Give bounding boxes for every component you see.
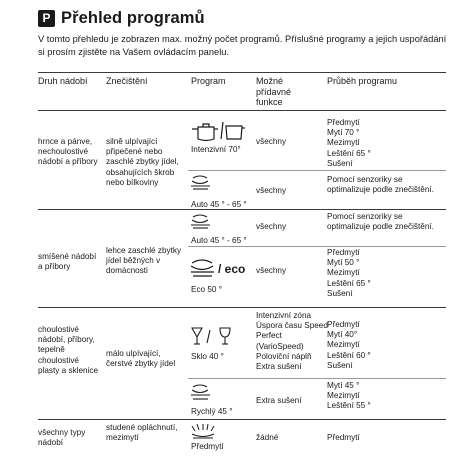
prubeh-rychly: Mytí 45 ° Mezimytí Leštění 55 ° bbox=[327, 381, 371, 411]
pot-pan-icon bbox=[190, 119, 246, 148]
col-header-program: Program bbox=[191, 76, 226, 86]
mozne-predmyti: žádné bbox=[256, 433, 279, 442]
mozne-auto-1: všechny bbox=[256, 186, 287, 195]
group-line-2 bbox=[38, 307, 446, 308]
mozne-intenzivni: všechny bbox=[256, 137, 287, 146]
col-header-znecisteni: Znečištění bbox=[106, 76, 148, 86]
prubeh-predmyti: Předmytí bbox=[327, 433, 360, 442]
prubeh-intenzivni: Předmytí Mytí 70 ° Mezimytí Leštění 65 ° Sušení bbox=[327, 118, 371, 168]
program-name-auto-1: Auto 45 ° - 65 ° bbox=[191, 200, 247, 209]
page-title: Přehled programů bbox=[61, 8, 205, 27]
col-header-druh: Druh nádobí bbox=[38, 76, 88, 86]
row-line bbox=[188, 246, 446, 247]
prubeh-auto-2: Pomocí senzoriky se optimalizuje podle znečištění. bbox=[327, 212, 434, 232]
intro-text: V tomto přehledu je zobrazen max. možný počet programů. Příslušné programy a jejich uspořádání si prosím zjistěte na Vašem ovládacím panelu. bbox=[38, 34, 447, 57]
eco-label: / eco bbox=[218, 262, 246, 276]
program-name-auto-2: Auto 45 ° - 65 ° bbox=[191, 236, 247, 245]
group-znec-1: silně ulpívající připečené nebo zaschlé zbytky jídel, obsahujících škrob nebo bílkoviny bbox=[106, 137, 179, 187]
page-header bbox=[38, 7, 205, 29]
row-line bbox=[188, 170, 446, 171]
group-znec-4: studené opláchnutí, mezimytí bbox=[106, 423, 178, 443]
group-druh-4: všechny typy nádobí bbox=[38, 428, 86, 448]
p-icon: P bbox=[38, 10, 55, 27]
prubeh-sklo: Předmytí Mytí 40° Mezimytí Leštění 60 ° Sušení bbox=[327, 320, 371, 370]
program-name-rychly: Rychlý 45 ° bbox=[191, 407, 233, 416]
col-header-prubeh: Průběh programu bbox=[327, 76, 398, 86]
group-druh-3: choulostivé nádobí, příbory, tepelně choulostivé plasty a sklenice bbox=[38, 325, 99, 375]
group-druh-1: hrnce a pánve, nechoulostivé nádobí a příbory bbox=[38, 137, 98, 167]
table-top-line bbox=[38, 72, 446, 73]
program-name-eco: Eco 50 ° bbox=[191, 285, 223, 294]
auto-dishes-icon bbox=[190, 174, 212, 197]
mozne-eco: všechny bbox=[256, 266, 287, 275]
quick-dishes-icon bbox=[190, 383, 212, 408]
eco-dishes-icon bbox=[190, 258, 218, 283]
group-znec-2: lehce zaschlé zbytky jídel běžných v domácnosti bbox=[106, 246, 182, 276]
group-znec-3: málo ulpívající, čerstvé zbytky jídel bbox=[106, 349, 176, 369]
group-line-1 bbox=[38, 209, 446, 210]
program-name-sklo: Sklo 40 ° bbox=[191, 352, 224, 361]
group-line-3 bbox=[38, 419, 446, 420]
prubeh-eco: Předmytí Mytí 50 ° Mezimytí Leštění 65 ° Sušení bbox=[327, 248, 371, 298]
header-bottom-line bbox=[38, 110, 446, 111]
mozne-sklo: Intenzivní zóna Úspora času Speed Perfect (VarioSpeed) Poloviční náplň Extra sušení bbox=[256, 311, 328, 372]
mozne-rychly: Extra sušení bbox=[256, 396, 302, 405]
program-name-predmyti: Předmytí bbox=[191, 442, 224, 451]
prubeh-auto-1: Pomocí senzoriky se optimalizuje podle znečištění. bbox=[327, 175, 434, 195]
program-name-intenzivni: Intenzivní 70° bbox=[191, 145, 241, 154]
group-druh-2: smíšené nádobí a příbory bbox=[38, 252, 97, 272]
mozne-auto-2: všechny bbox=[256, 222, 287, 231]
wine-glass-icon bbox=[190, 326, 238, 351]
col-header-mozne: Možné přídavné funkce bbox=[256, 76, 292, 107]
row-line bbox=[188, 378, 446, 379]
auto-dishes-icon-2 bbox=[190, 213, 212, 236]
